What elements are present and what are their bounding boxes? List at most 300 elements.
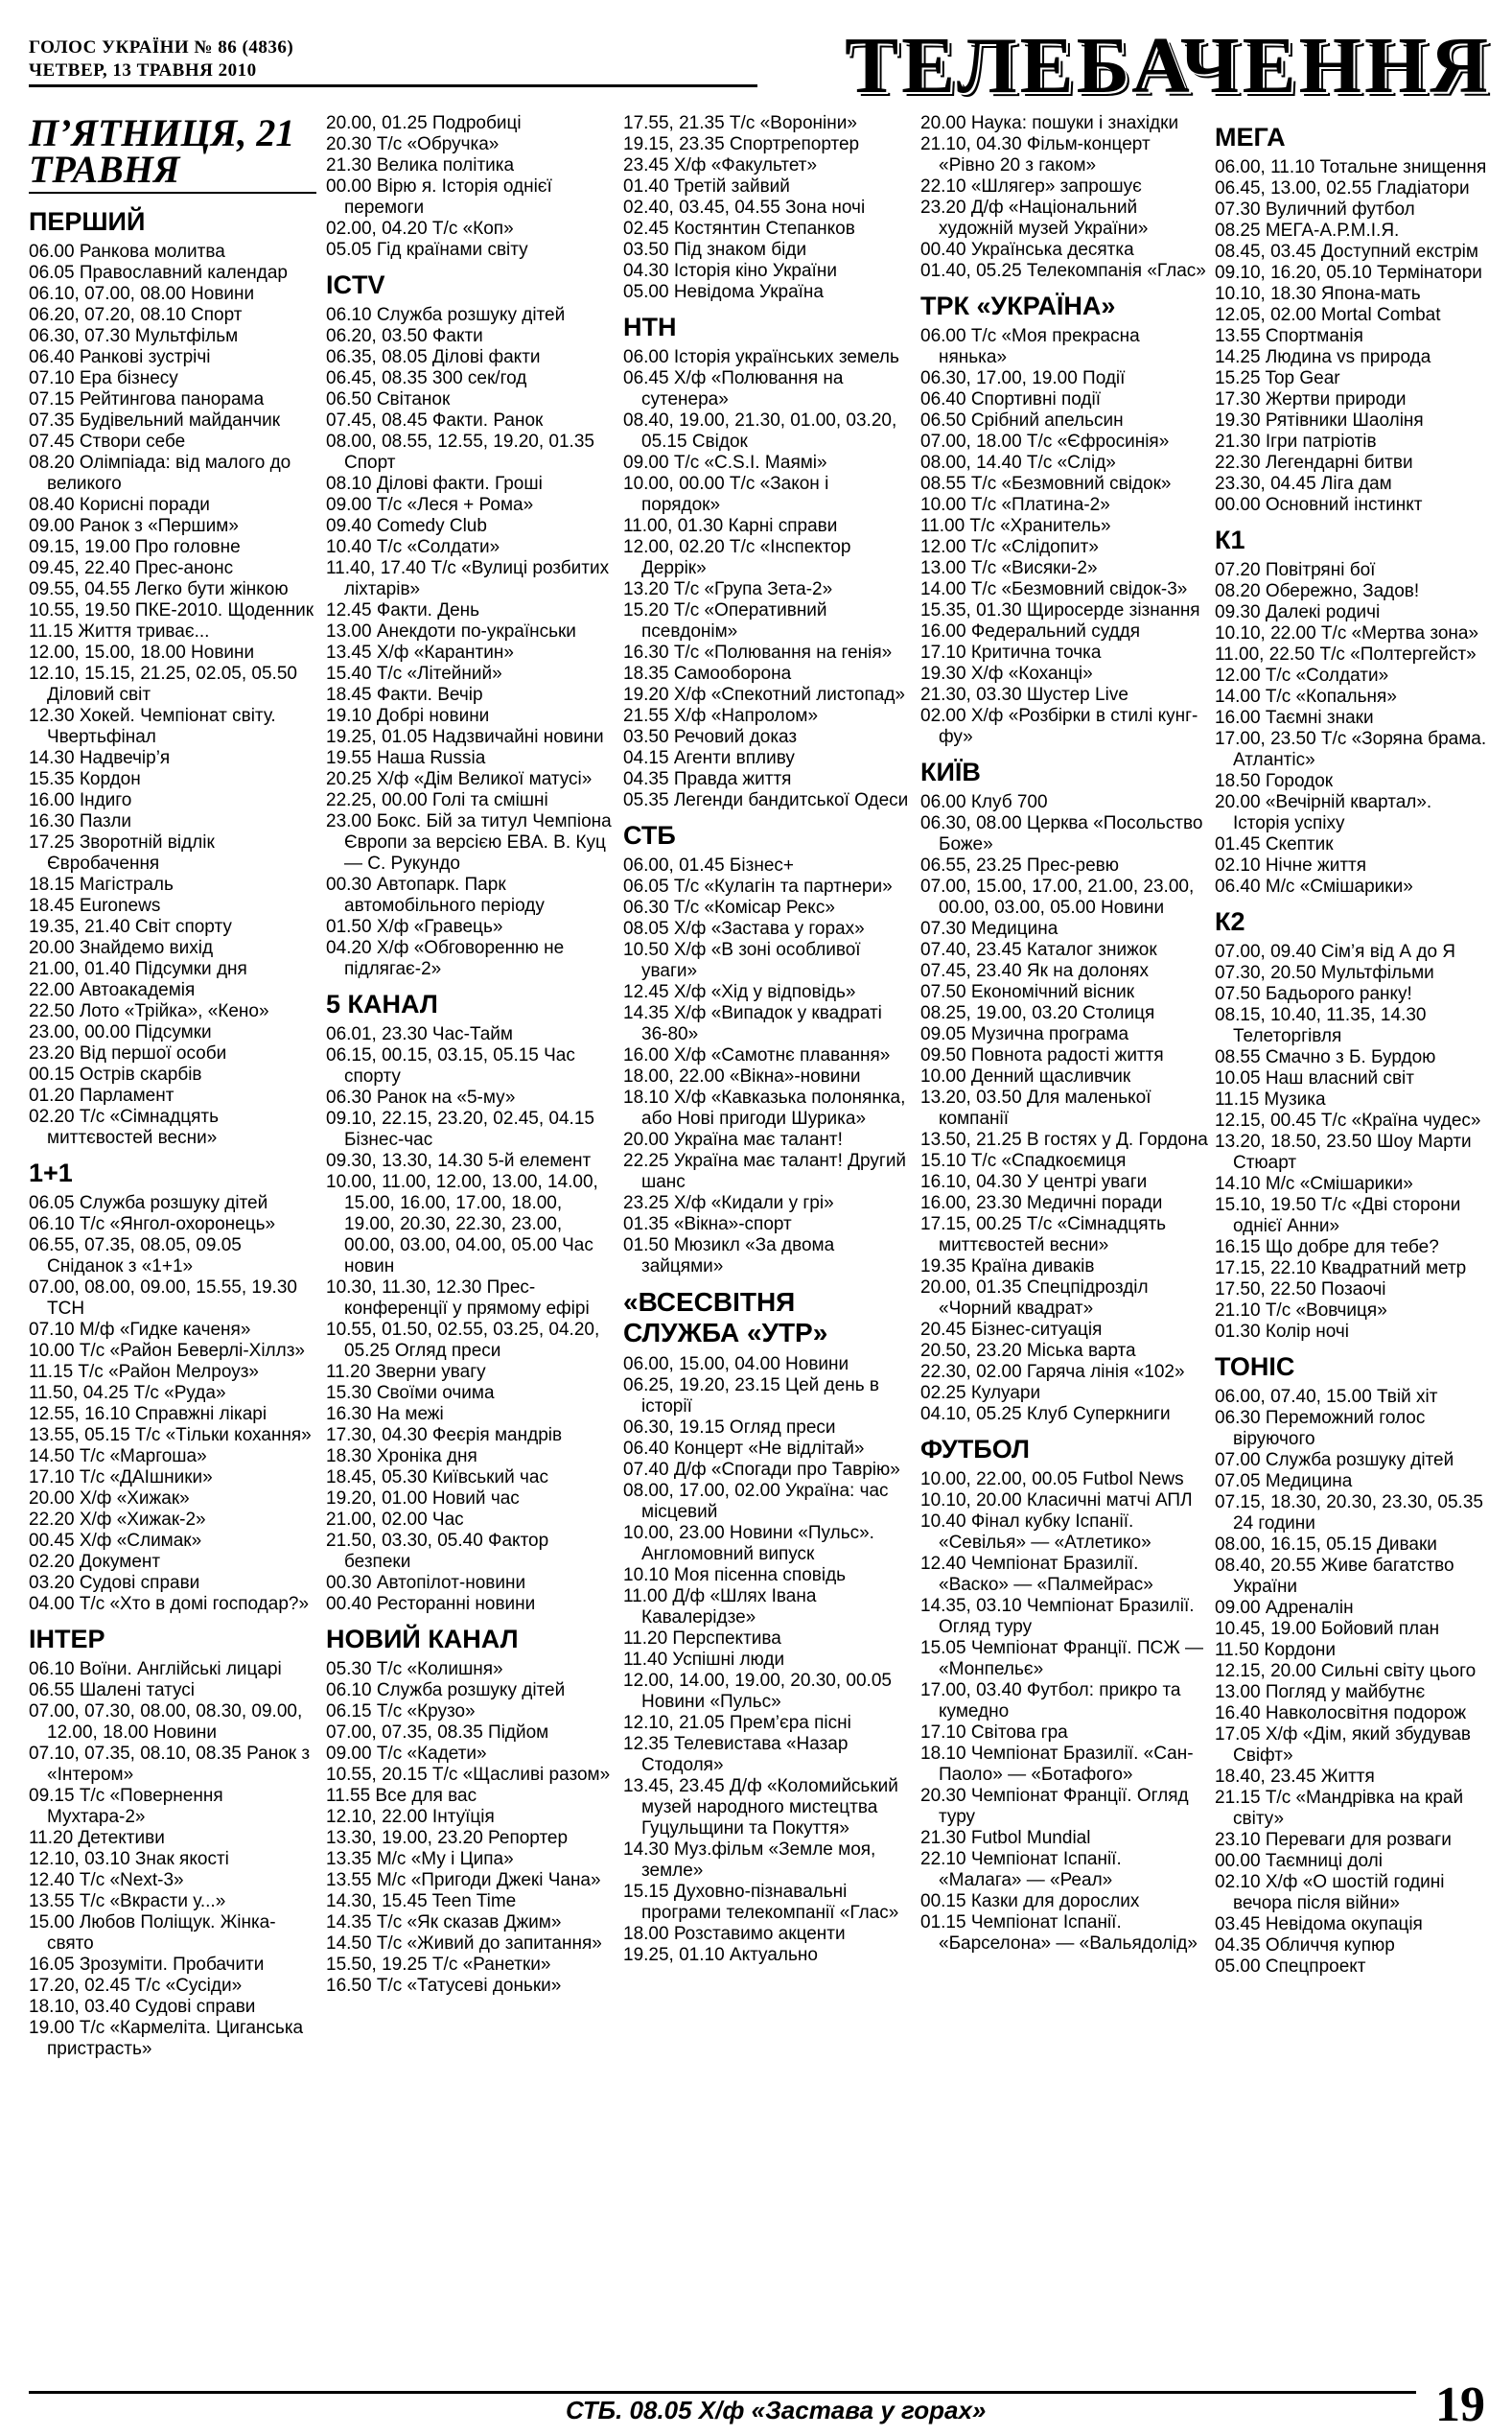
program-item: 17.30, 04.30 Феєрія мандрів [326,1425,563,1445]
column-3 [623,113,911,1966]
program-item: 06.35, 08.05 Ділові факти [326,347,541,367]
channel-title: НТН [623,313,677,341]
program-item: 22.20 Х/ф «Хижак-2» [29,1510,206,1530]
program-item: 06.00, 15.00, 04.00 Новини [623,1354,849,1374]
program-item: 20.45 Бізнес-ситуація [920,1320,1103,1340]
program-item: 13.20 Т/с «Група Зета-2» [623,579,833,599]
program-item: 10.10, 22.00 Т/с «Мертва зона» [1215,623,1479,644]
program-item: 01.15 Чемпіонат Іспанії. «Барселона» — «Вальядолід» [920,1912,1198,1954]
program-item: 06.00 Ранкова молитва [29,242,225,262]
program-item: 06.20, 03.50 Факти [326,326,483,346]
program-item: 10.10, 18.30 Япона-мать [1215,284,1421,304]
program-item: 07.15 Рейтингова панорама [29,389,265,410]
program-item: 11.15 Музика [1215,1089,1326,1110]
program-item: 19.10 Добрі новини [326,706,490,726]
program-item: 06.00, 01.45 Бізнес+ [623,855,794,876]
program-item: 00.15 Казки для дорослих [920,1891,1140,1911]
program-item: 22.50 Лото «Трійка», «Кено» [29,1001,269,1021]
program-item: 19.20 Х/ф «Спекотний листопад» [623,685,905,705]
program-item: 09.15, 19.00 Про головне [29,537,241,557]
program-item: 15.35 Кордон [29,769,141,789]
program-item: 08.40, 19.00, 21.30, 01.00, 03.20, 05.15 Свідок [623,410,897,452]
program-item: 22.30, 02.00 Гаряча лінія «102» [920,1362,1185,1382]
program-item: 16.00 Федеральний суддя [920,621,1141,642]
program-item: 09.55, 04.55 Легко бути жінкою [29,579,289,599]
channel-title: НОВИЙ КАНАЛ [326,1625,519,1653]
channel-title: ICTV [326,270,385,299]
program-item: 06.30 Т/с «Комісар Рекс» [623,898,835,918]
program-item: 15.25 Top Gear [1215,368,1340,388]
program-item: 20.00 Х/ф «Хижак» [29,1488,190,1509]
program-item: 12.00, 15.00, 18.00 Новини [29,643,255,663]
program-item: 05.00 Невідома Україна [623,282,824,302]
program-item: 10.00 Т/с «Район Беверлі-Хіллз» [29,1341,305,1361]
program-item: 14.50 Т/с «Маргоша» [29,1446,207,1466]
program-item: 21.30 Велика політика [326,155,515,176]
channel-title: 1+1 [29,1159,73,1187]
program-item: 18.45, 05.30 Київський час [326,1467,548,1487]
program-item: 14.30 Муз.фільм «Земле моя, земле» [623,1839,876,1881]
program-item: 23.45 Х/ф «Факультет» [623,155,818,176]
program-item: 06.00 Т/с «Моя прекрасна нянька» [920,326,1140,367]
program-item: 07.15, 18.30, 20.30, 23.30, 05.35 24 години [1215,1492,1483,1534]
program-item: 14.35 Х/ф «Випадок у квадраті 36-80» [623,1003,882,1044]
program-item: 12.55, 16.10 Справжні лікарі [29,1404,268,1424]
program-item: 07.30 Вуличний футбол [1215,199,1415,220]
program-item: 15.15 Духовно-пізнавальні програми телекомпанії «Глас» [623,1882,899,1923]
program-item: 21.10 Т/с «Вовчиця» [1215,1300,1387,1321]
program-item: 07.30 Медицина [920,919,1058,939]
program-item: 06.05 Православний календар [29,263,288,283]
program-item: 08.00, 14.40 Т/с «Слід» [920,453,1116,473]
program-item: 10.10 Моя пісенна сповідь [623,1565,847,1585]
program-item: 13.00 Анекдоти по-українськи [326,621,576,642]
program-item: 09.05 Музична програма [920,1024,1129,1044]
program-item: 13.20, 18.50, 23.50 Шоу Марти Стюарт [1215,1132,1472,1173]
program-item: 06.45, 08.35 300 сек/год [326,368,527,388]
program-item: 23.10 Переваги для розваги [1215,1830,1452,1850]
program-item: 01.35 «Вікна»-спорт [623,1214,792,1234]
program-item: 07.30, 20.50 Мультфільми [1215,963,1434,983]
program-item: 07.10 М/ф «Гидке каченя» [29,1320,251,1340]
program-item: 23.25 Х/ф «Кидали у грі» [623,1193,834,1213]
program-item: 09.30 Далекі родичі [1215,602,1381,622]
program-item: 12.40 Чемпіонат Бразилії. «Васко» — «Палмейрас» [920,1554,1153,1595]
program-item: 22.25 Україна має талант! Другий шанс [623,1151,907,1192]
program-item: 23.00 Бокс. Бій за титул Чемпіона Європи за версією EBA. В. Куц — С. Рукундо [326,811,612,874]
program-item: 20.00 «Вечірній квартал». Історія успіху [1215,792,1432,833]
program-item: 06.10 Воїни. Англійські лицарі [29,1659,282,1679]
program-item: 18.45 Euronews [29,896,161,916]
program-item: 10.00, 22.00, 00.05 Futbol News [920,1469,1184,1489]
program-item: 13.00 Погляд у майбутнє [1215,1682,1426,1702]
program-item: 06.50 Світанок [326,389,451,410]
program-item: 10.30, 11.30, 12.30 Прес-конференції у прямому ефірі [326,1277,590,1319]
program-item: 16.05 Зрозуміти. Пробачити [29,1955,265,1975]
bottom-rule [29,2391,1416,2394]
program-item: 13.55 Т/с «Вкрасти у...» [29,1891,226,1911]
program-item: 16.30 На межі [326,1404,444,1424]
program-item: 17.30 Жертви природи [1215,389,1407,410]
program-item: 18.10, 03.40 Судові справи [29,1997,256,2017]
program-item: 11.40 Успішні люди [623,1650,785,1670]
program-item: 02.45 Костянтин Степанков [623,219,855,239]
channel-title: МЕГА [1215,123,1286,152]
program-item: 06.00 Клуб 700 [920,792,1048,812]
program-item: 14.50 Т/с «Живий до запитання» [326,1933,602,1954]
program-item: 12.10, 22.00 Інтуїція [326,1807,495,1827]
program-item: 20.30 Т/с «Обручка» [326,134,500,154]
program-item: 18.10 Чемпіонат Бразилії. «Сан-Паоло» — «Ботафого» [920,1744,1194,1785]
program-item: 07.05 Медицина [1215,1471,1353,1491]
program-item: 11.20 Перспектива [623,1628,781,1649]
program-item: 14.10 М/с «Смішарики» [1215,1174,1413,1194]
program-item: 13.55 Спортманія [1215,326,1363,346]
program-item: 12.05, 02.00 Mortal Combat [1215,305,1441,325]
program-item: 07.45, 23.40 Як на долонях [920,961,1149,981]
program-item: 08.55 Смачно з Б. Бурдою [1215,1047,1436,1067]
program-item: 20.50, 23.20 Міська варта [920,1341,1136,1361]
program-item: 07.45, 08.45 Факти. Ранок [326,410,544,431]
program-item: 10.40 Т/с «Солдати» [326,537,500,557]
program-item: 01.40 Третій зайвий [623,176,790,197]
program-item: 00.40 Українська десятка [920,240,1134,260]
program-item: 13.00 Т/с «Висяки-2» [920,558,1098,578]
program-item: 06.20, 07.20, 08.10 Спорт [29,305,243,325]
program-item: 17.10 Т/с «ДАІшники» [29,1467,213,1487]
program-item: 21.55 Х/ф «Напролом» [623,706,819,726]
program-item: 06.30, 19.15 Огляд преси [623,1417,836,1438]
program-item: 21.00, 01.40 Підсумки дня [29,959,247,979]
program-item: 19.30 Рятівники Шаоліня [1215,410,1424,431]
program-item: 00.00 Таємниці долі [1215,1851,1383,1871]
program-item: 07.00, 07.35, 08.35 Підйом [326,1722,549,1743]
program-item: 00.00 Вірю я. Історія однієї перемоги [326,176,552,218]
program-item: 15.05 Чемпіонат Франції. ПСЖ — «Монпельє» [920,1638,1204,1679]
program-item: 13.45, 23.45 Д/ф «Коломийський музей народного мистецтва Гуцульщини та Покуття» [623,1776,898,1839]
program-item: 09.00 Т/с «Леся + Рома» [326,495,534,515]
channel-title: ТРК «УКРАЇНА» [920,292,1116,320]
program-item: 02.25 Кулуари [920,1383,1041,1403]
issue-number: ГОЛОС УКРАЇНИ № 86 (4836) [29,37,294,58]
program-item: 12.00, 14.00, 19.00, 20.30, 00.05 Новини «Пульс» [623,1671,892,1712]
program-item: 09.00 Т/с «C.S.I. Маямі» [623,453,827,473]
program-item: 06.40 Концерт «Не відлітай» [623,1439,865,1459]
program-item: 06.30 Переможний голос віруючого [1215,1408,1426,1449]
program-item: 12.45 Х/ф «Хід у відповідь» [623,982,856,1002]
channel-title: 5 КАНАЛ [326,990,438,1019]
program-item: 02.00, 04.20 Т/с «Коп» [326,219,514,239]
program-item: 02.10 Нічне життя [1215,855,1367,876]
program-item: 12.10, 03.10 Знак якості [29,1849,229,1869]
program-item: 04.30 Історія кіно України [623,261,837,281]
program-item: 16.15 Що добре для тебе? [1215,1237,1439,1257]
program-item: 08.40, 20.55 Живе багатство України [1215,1556,1454,1597]
program-item: 09.50 Повнота радості життя [920,1045,1164,1066]
program-item: 07.00, 09.40 Сім’я від А до Я [1215,942,1456,962]
program-item: 01.45 Скептик [1215,834,1334,855]
program-item: 07.10, 07.35, 08.10, 08.35 Ранок з «Інтером» [29,1744,311,1785]
program-item: 06.10, 07.00, 08.00 Новини [29,284,255,304]
program-item: 08.55 Т/с «Безмовний свідок» [920,474,1172,494]
program-item: 18.00, 22.00 «Вікна»-новини [623,1066,861,1087]
program-item: 13.50, 21.25 В гостях у Д. Гордона [920,1130,1208,1150]
program-item: 06.05 Т/с «Кулагін та партнери» [623,877,893,897]
program-item: 02.10 Х/ф «О шостій годині вечора після війни» [1215,1872,1445,1913]
program-item: 18.30 Хроніка дня [326,1446,477,1466]
program-item: 06.15, 00.15, 03.15, 05.15 Час спорту [326,1045,575,1087]
program-item: 07.00, 08.00, 09.00, 15.55, 19.30 ТСН [29,1277,297,1319]
program-item: 09.00 Ранок з «Першим» [29,516,239,536]
program-item: 13.20, 03.50 Для маленької компанії [920,1088,1151,1129]
program-item: 03.50 Під знаком біди [623,240,807,260]
program-item: 22.00 Автоакадемія [29,980,196,1000]
program-item: 11.15 Життя триває... [29,621,210,642]
program-item: 06.55, 07.35, 08.05, 09.05 Сніданок з «1+1» [29,1235,242,1277]
program-item: 16.40 Навколосвітня подорож [1215,1703,1467,1723]
program-item: 06.00 Історія українських земель [623,347,899,367]
program-item: 10.05 Наш власний світ [1215,1068,1414,1089]
channel-title: ТОНІС [1215,1352,1295,1381]
channel-title: ФУТБОЛ [920,1435,1030,1464]
program-item: 11.00 Д/ф «Шлях Івана Кавалерідзе» [623,1586,817,1628]
program-item: 06.45, 13.00, 02.55 Гладіатори [1215,178,1470,199]
program-item: 11.40, 17.40 Т/с «Вулиці розбитих ліхтарів» [326,558,610,599]
program-item: 01.30 Колір ночі [1215,1322,1349,1342]
program-item: 00.00 Основний інстинкт [1215,495,1423,515]
program-item: 19.15, 23.35 Спортрепортер [623,134,860,154]
program-item: 07.20 Повітряні бої [1215,560,1376,580]
program-item: 03.20 Судові справи [29,1573,200,1593]
program-item: 22.10 «Шлягер» запрошує [920,176,1142,197]
program-item: 21.30 Futbol Mundial [920,1828,1091,1848]
program-item: 10.00 Т/с «Платина-2» [920,495,1110,515]
program-item: 12.15, 20.00 Сильні світу цього [1215,1661,1477,1681]
program-item: 09.00 Т/с «Кадети» [326,1744,487,1764]
program-item: 08.20 Олімпіада: від малого до великого [29,453,291,494]
program-item: 21.15 Т/с «Мандрівка на край світу» [1215,1788,1464,1829]
program-item: 13.55, 05.15 Т/с «Тільки кохання» [29,1425,312,1445]
program-item: 11.00, 01.30 Карні справи [623,516,838,536]
program-item: 12.15, 00.45 Т/с «Країна чудес» [1215,1111,1481,1131]
channel-title: К2 [1215,907,1245,936]
program-item: 11.15 Т/с «Район Мелроуз» [29,1362,259,1382]
program-item: 09.45, 22.40 Прес-анонс [29,558,234,578]
program-item: 10.00 Денний щасливчик [920,1066,1131,1087]
program-item: 19.30 Х/ф «Коханці» [920,664,1093,684]
program-item: 06.01, 23.30 Час-Тайм [326,1024,513,1044]
program-item: 07.00, 18.00 Т/с «Єфросинія» [920,432,1170,452]
program-item: 01.50 Х/ф «Гравець» [326,917,503,937]
program-item: 09.40 Comedy Club [326,516,487,536]
program-item: 08.10 Ділові факти. Гроші [326,474,543,494]
program-item: 14.00 Т/с «Копальня» [1215,687,1397,707]
section-title: ТЕЛЕБАЧЕННЯ [845,21,1491,110]
program-item: 06.30 Ранок на «5-му» [326,1088,516,1108]
column-1 [29,113,316,2060]
program-item: 20.00 Україна має талант! [623,1130,843,1150]
program-item: 00.40 Ресторанні новини [326,1594,536,1614]
program-item: 14.25 Людина vs природа [1215,347,1431,367]
issue-date: ЧЕТВЕР, 13 ТРАВНЯ 2010 [29,60,257,81]
program-item: 19.55 Наша Russia [326,748,486,768]
channel-title: «ВСЕСВІТНЯ СЛУЖБА «УТР» [623,1287,828,1347]
program-item: 00.45 Х/ф «Слимак» [29,1531,202,1551]
program-item: 07.50 Економічний вісник [920,982,1135,1002]
program-item: 06.00, 11.10 Тотальне знищення [1215,157,1487,177]
program-item: 17.25 Зворотній відлік Євробачення [29,832,215,874]
program-item: 09.10, 22.15, 23.20, 02.45, 04.15 Бізнес-час [326,1109,594,1150]
program-item: 06.00, 07.40, 15.00 Твій хіт [1215,1387,1438,1407]
program-item: 16.30 Пазли [29,811,132,832]
program-item: 09.00 Адреналін [1215,1598,1354,1618]
program-item: 17.10 Світова гра [920,1722,1068,1743]
program-item: 10.45, 19.00 Бойовий план [1215,1619,1440,1639]
day-title: П’ЯТНИЦЯ, 21 ТРАВНЯ [29,115,316,194]
program-item: 06.55 Шалені татусі [29,1680,196,1700]
program-item: 08.20 Обережно, Задов! [1215,581,1420,601]
program-item: 11.50, 04.25 Т/с «Руда» [29,1383,226,1403]
channel-title: К1 [1215,526,1245,554]
program-item: 08.15, 10.40, 11.35, 14.30 Телеторгівля [1215,1005,1427,1046]
program-item: 06.30, 07.30 Мультфільм [29,326,239,346]
program-item: 08.00, 16.15, 05.15 Диваки [1215,1534,1437,1555]
program-item: 16.30 Т/с «Полювання на генія» [623,643,893,663]
program-item: 19.35 Країна диваків [920,1256,1095,1277]
program-item: 19.35, 21.40 Світ спорту [29,917,232,937]
program-item: 23.20 Д/ф «Національний художній музей України» [920,198,1149,239]
channel-title: ІНТЕР [29,1625,105,1653]
program-item: 18.15 Магістраль [29,875,174,895]
program-item: 09.10, 16.20, 05.10 Термінатори [1215,263,1482,283]
program-item: 06.40 М/с «Смішарики» [1215,877,1413,897]
program-item: 05.00 Спецпроект [1215,1956,1366,1977]
program-item: 20.00 Знайдемо вихід [29,938,214,958]
channel-title: ПЕРШИЙ [29,207,146,236]
program-item: 19.25, 01.10 Актуально [623,1945,818,1965]
program-item: 16.00 Індиго [29,790,132,810]
program-item: 02.20 Т/с «Сімнадцять миттєвостей весни» [29,1107,219,1148]
program-item: 06.10 Служба розшуку дітей [326,305,566,325]
program-item: 12.40 Т/с «Next-3» [29,1870,184,1890]
program-item: 12.00 Т/с «Слідопит» [920,537,1099,557]
program-item: 10.00, 23.00 Новини «Пульс». Англомовний випуск [623,1523,874,1564]
program-item: 06.25, 19.20, 23.15 Цей день в історії [623,1375,879,1417]
program-item: 22.10 Чемпіонат Іспанії. «Малага» — «Реал» [920,1849,1122,1890]
program-item: 14.35, 03.10 Чемпіонат Бразилії. Огляд туру [920,1596,1195,1637]
program-item: 22.30 Легендарні битви [1215,453,1413,473]
program-item: 12.10, 15.15, 21.25, 02.05, 05.50 Діловий світ [29,664,297,705]
program-item: 00.30 Автопарк. Парк автомобільного періоду [326,875,545,916]
program-item: 17.05 Х/ф «Дім, який збудував Свіфт» [1215,1724,1472,1766]
program-item: 20.25 Х/ф «Дім Великої матусі» [326,769,593,789]
program-item: 04.35 Правда життя [623,769,792,789]
program-item: 11.20 Детективи [29,1828,165,1848]
column-4 [920,113,1208,1955]
channel-title: СТБ [623,821,676,850]
page-number: 19 [1435,2377,1485,2432]
program-item: 16.00, 23.30 Медичні поради [920,1193,1163,1213]
program-item: 17.10 Критична точка [920,643,1102,663]
program-item: 17.50, 22.50 Позаочі [1215,1279,1386,1300]
program-item: 17.15, 22.10 Квадратний метр [1215,1258,1467,1278]
program-item: 10.10, 20.00 Класичні матчі АПЛ [920,1490,1193,1511]
program-item: 14.30, 15.45 Teen Time [326,1891,517,1911]
program-item: 15.50, 19.25 Т/с «Ранетки» [326,1955,551,1975]
program-item: 19.00 Т/с «Кармеліта. Циганська пристрасть» [29,2018,304,2059]
program-item: 12.00, 02.20 Т/с «Інспектор Деррік» [623,537,851,578]
program-item: 10.00, 11.00, 12.00, 13.00, 14.00, 15.00, 16.00, 17.00, 18.00, 19.00, 20.30, 22.30, 23.00, 00.00, 03.00, 04.00, 05.00 Час новин [326,1172,598,1277]
program-item: 08.40 Корисні поради [29,495,210,515]
program-item: 08.00, 08.55, 12.55, 19.20, 01.35 Спорт [326,432,594,473]
program-item: 17.15, 00.25 Т/с «Сімнадцять миттєвостей весни» [920,1214,1167,1255]
program-item: 03.45 Невідома окупація [1215,1914,1423,1934]
program-item: 15.40 Т/с «Літейний» [326,664,502,684]
program-item: 04.00 Т/с «Хто в домі господар?» [29,1594,310,1614]
program-item: 06.30, 08.00 Церква «Посольство Боже» [920,813,1203,855]
program-item: 09.15 Т/с «Повернення Мухтара-2» [29,1786,223,1827]
program-item: 23.00, 00.00 Підсумки [29,1022,212,1042]
program-item: 08.45, 03.45 Доступний екстрім [1215,242,1478,262]
program-item: 11.55 Все для вас [326,1786,477,1806]
program-item: 07.10 Ера бізнесу [29,368,178,388]
program-item: 00.30 Автопілот-новини [326,1573,526,1593]
program-item: 10.55, 20.15 Т/с «Щасливі разом» [326,1765,611,1785]
program-item: 12.10, 21.05 Прем’єра пісні [623,1713,851,1733]
channel-title: КИЇВ [920,758,981,786]
program-item: 06.45 Х/ф «Полювання на сутенера» [623,368,844,410]
program-item: 06.40 Спортивні події [920,389,1101,410]
program-item: 08.25 МЕГА-А.Р.М.І.Я. [1215,221,1400,241]
column-5 [1215,113,1493,1978]
program-item: 02.40, 03.45, 04.55 Зона ночі [623,198,866,218]
program-item: 20.00 Наука: пошуки і знахідки [920,113,1179,133]
program-item: 16.00 Х/ф «Самотнє плавання» [623,1045,891,1066]
program-item: 18.45 Факти. Вечір [326,685,483,705]
program-item: 03.50 Речовий доказ [623,727,798,747]
program-item: 04.35 Обличчя купюр [1215,1935,1395,1956]
program-item: 16.10, 04.30 У центрі уваги [920,1172,1148,1192]
program-item: 11.00, 22.50 Т/с «Полтергейст» [1215,644,1477,665]
program-item: 20.00, 01.25 Подробиці [326,113,522,133]
program-item: 06.05 Служба розшуку дітей [29,1193,268,1213]
program-item: 16.50 Т/с «Татусеві доньки» [326,1976,562,1996]
program-item: 07.35 Будівельний майданчик [29,410,281,431]
program-item: 06.50 Срібний апельсин [920,410,1124,431]
program-item: 08.00, 17.00, 02.00 Україна: час місцевий [623,1481,889,1522]
program-item: 18.35 Самооборона [623,664,792,684]
program-item: 13.55 М/с «Пригоди Джекі Чана» [326,1870,601,1890]
program-item: 12.00 Т/с «Солдати» [1215,666,1389,686]
program-item: 07.50 Бадьорого ранку! [1215,984,1412,1004]
program-item: 07.00, 07.30, 08.00, 08.30, 09.00, 12.00, 18.00 Новини [29,1701,303,1743]
program-item: 02.00 Х/ф «Розбірки в стилі кунг-фу» [920,706,1198,747]
program-item: 12.30 Хокей. Чемпіонат світу. Чвертьфінал [29,706,276,747]
program-item: 18.00 Розставимо акценти [623,1924,846,1944]
program-item: 17.55, 21.35 Т/с «Вороніни» [623,113,857,133]
masthead-rule [29,84,757,87]
program-item: 05.35 Легенди бандитської Одеси [623,790,909,810]
program-item: 01.50 Мюзикл «За двома зайцями» [623,1235,835,1277]
program-item: 14.00 Т/с «Безмовний свідок-3» [920,579,1188,599]
program-item: 06.15 Т/с «Крузо» [326,1701,476,1722]
program-item: 06.55, 23.25 Прес-ревю [920,855,1120,876]
program-item: 10.55, 01.50, 02.55, 03.25, 04.20, 05.25 Огляд преси [326,1320,600,1361]
program-item: 15.10, 19.50 Т/с «Дві сторони однієї Анни» [1215,1195,1461,1236]
program-item: 11.20 Зверни увагу [326,1362,486,1382]
program-item: 18.10 Х/ф «Кавказька полонянка, або Нові пригоди Шурика» [623,1088,906,1129]
program-item: 15.30 Своїми очима [326,1383,495,1403]
